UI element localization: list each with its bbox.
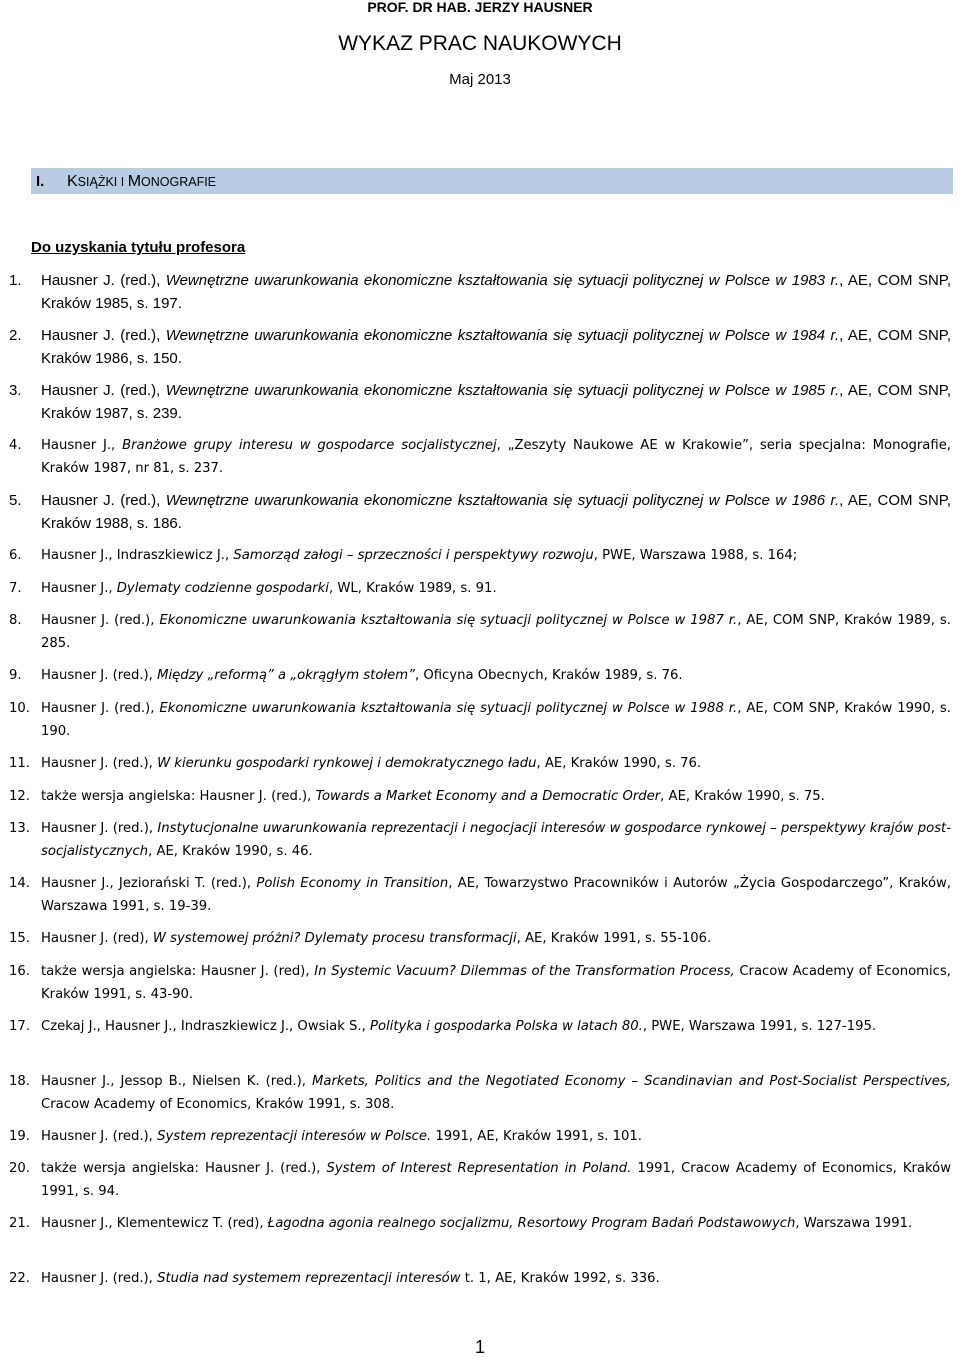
item-number: 22. (9, 1271, 30, 1286)
item-authors: także wersja angielska: Hausner J. (red), (41, 964, 315, 979)
item-number: 8. (9, 613, 22, 628)
item-number: 11. (9, 756, 30, 771)
list-item (9, 490, 952, 535)
item-title: Polish Economy in Transition (256, 876, 449, 891)
list-item (9, 578, 951, 601)
item-authors: Hausner J. (red.), (41, 701, 160, 716)
list-item (9, 1213, 951, 1236)
item-title: In Systemic Vacuum? Dilemmas of the Transformation Process, (314, 964, 735, 979)
item-number: 10. (9, 701, 30, 716)
item-number: 4. (9, 438, 22, 453)
item-details: , AE, COM SNP, Kraków 1986, s. 150. (41, 327, 952, 367)
item-title: Studia nad systemem reprezentacji interesów (157, 1271, 461, 1286)
subsection-heading: Do uzyskania tytułu profesora (31, 239, 246, 256)
item-number: 7. (9, 581, 22, 596)
item-number: 16. (9, 964, 30, 979)
item-title: W systemowej próżni? Dylematy procesu transformacji (152, 931, 517, 946)
item-authors: Hausner J. (red), (41, 931, 153, 946)
item-authors: Hausner J. (red.), (41, 327, 166, 344)
item-authors: Hausner J. (red.), (41, 492, 166, 509)
item-details: , Warszawa 1991. (795, 1216, 913, 1231)
item-number: 19. (9, 1129, 30, 1144)
item-authors: Hausner J., Indraszkiewicz J., (41, 548, 234, 563)
item-number: 3. (9, 382, 22, 399)
item-authors: Hausner J. (red.), (41, 756, 158, 771)
list-item (9, 753, 951, 776)
section-title-part: M (127, 173, 142, 190)
item-details: , „Zeszyty Naukowe AE w Krakowie”, seria specjalna: Monografie, Kraków 1987, nr 81, s. 237. (41, 438, 951, 476)
list-item (9, 380, 952, 425)
item-title: Łagodna agonia realnego socjalizmu, Resortowy Program Badań Podstawowych (267, 1216, 796, 1231)
item-title: Markets, Politics and the Negotiated Economy – Scandinavian and Post-Socialist Perspectives, (311, 1074, 951, 1089)
list-item (9, 270, 952, 315)
list-item (9, 818, 951, 863)
list-item (9, 1268, 951, 1291)
item-authors: Hausner J., Klementewicz T. (red), (41, 1216, 268, 1231)
item-title: Wewnętrzne uwarunkowania ekonomiczne kształtowania się sytuacji politycznej w Polsce w 1985 r. (165, 382, 840, 399)
list-item (9, 873, 952, 918)
item-title: System of Interest Representation in Poland. (326, 1161, 632, 1176)
item-details: , PWE, Warszawa 1991, s. 127-195. (642, 1019, 877, 1034)
item-title: Polityka i gospodarka Polska w latach 80. (370, 1019, 643, 1034)
item-details: , AE, COM SNP, Kraków 1990, s. 190. (41, 701, 951, 739)
item-authors: Hausner J. (red.), (41, 272, 166, 289)
section-number: I. (36, 173, 45, 190)
section-title-part: K (67, 173, 78, 190)
list-item (9, 786, 951, 809)
list-item (9, 435, 951, 480)
list-item (9, 545, 951, 568)
item-details: 1991, AE, Kraków 1991, s. 101. (431, 1129, 642, 1144)
list-item (9, 1016, 951, 1039)
item-authors: Hausner J. (red.), (41, 668, 158, 683)
item-number: 13. (9, 821, 30, 836)
item-authors: Hausner J., (41, 438, 123, 453)
item-details: , AE, Kraków 1990, s. 75. (660, 789, 825, 804)
item-authors: także wersja angielska: Hausner J. (red.), (41, 1161, 327, 1176)
item-number: 2. (9, 327, 22, 344)
document-title: WYKAZ PRAC NAUKOWYCH (338, 32, 622, 55)
item-details: , Oficyna Obecnych, Kraków 1989, s. 76. (414, 668, 683, 683)
item-number: 15. (9, 931, 30, 946)
item-details: , AE, Kraków 1991, s. 55-106. (516, 931, 712, 946)
item-number: 12. (9, 789, 30, 804)
item-authors: Hausner J. (red.), (41, 1271, 158, 1286)
item-title: Wewnętrzne uwarunkowania ekonomiczne kształtowania się sytuacji politycznej w Polsce w 1986 r. (165, 492, 840, 509)
list-item (9, 1071, 951, 1116)
page-number: 1 (474, 1337, 485, 1357)
item-details: , AE, Kraków 1990, s. 76. (536, 756, 702, 771)
item-authors: także wersja angielska: Hausner J. (red.), (41, 789, 316, 804)
section-title-part: ONOGRAFIE (141, 175, 217, 189)
item-number: 1. (9, 272, 22, 289)
item-number: 20. (9, 1161, 30, 1176)
list-item (9, 665, 951, 688)
item-number: 18. (9, 1074, 30, 1089)
item-title: Między „reformą” a „okrągłym stołem” (157, 668, 415, 683)
item-details: , AE, Towarzystwo Pracowników i Autorów „Życia Gospodarczego”, Kraków, Warszawa 1991, s. 19-39. (41, 876, 952, 914)
item-title: Wewnętrzne uwarunkowania ekonomiczne kształtowania się sytuacji politycznej w Polsce w 1984 r. (165, 327, 840, 344)
document-date: Maj 2013 (449, 71, 511, 88)
item-number: 21. (9, 1216, 30, 1231)
item-details: Cracow Academy of Economics, Kraków 1991, s. 308. (41, 1096, 395, 1112)
section-title-part: SIĄŻKI I (77, 175, 128, 189)
item-authors: Hausner J. (red.), (41, 821, 158, 836)
item-details: , AE, COM SNP, Kraków 1985, s. 197. (41, 272, 952, 312)
item-number: 17. (9, 1019, 30, 1034)
item-title: Instytucjonalne uwarunkowania reprezentacji i negocjacji interesów w gospodarce rynkowej – perspektywy krajów post-socjalistycznych (41, 821, 951, 859)
list-item (9, 961, 951, 1006)
list-item (9, 325, 952, 370)
list-item (9, 1158, 952, 1203)
item-details: , AE, Kraków 1990, s. 46. (148, 843, 313, 859)
item-title: Dylematy codzienne gospodarki (116, 581, 329, 596)
item-authors: Hausner J. (red.), (41, 613, 160, 628)
item-number: 5. (9, 492, 22, 509)
item-details: , WL, Kraków 1989, s. 91. (328, 581, 497, 596)
item-number: 14. (9, 876, 30, 891)
item-number: 6. (9, 548, 22, 563)
list-item (9, 610, 951, 655)
item-authors: Hausner J., (41, 581, 117, 596)
item-authors: Hausner J., Jeziorański T. (red.), (41, 876, 257, 891)
list-item (9, 1126, 951, 1149)
item-details: , AE, COM SNP, Kraków 1988, s. 186. (41, 492, 952, 532)
item-title: W kierunku gospodarki rynkowej i demokratycznego ładu (157, 756, 537, 771)
item-details: , AE, COM SNP, Kraków 1989, s. 285. (41, 613, 951, 651)
item-authors: Hausner J. (red.), (41, 382, 166, 399)
item-title: Samorząd załogi – sprzeczności i perspektywy rozwoju (233, 548, 594, 563)
list-item (9, 928, 951, 951)
author-name: PROF. DR HAB. JERZY HAUSNER (367, 0, 593, 15)
item-authors: Hausner J., Jessop B., Nielsen K. (red.), (41, 1074, 312, 1089)
list-item (9, 698, 951, 743)
item-authors: Czekaj J., Hausner J., Indraszkiewicz J., Owsiak S., (41, 1019, 370, 1034)
item-number: 9. (9, 668, 22, 683)
item-title: Branżowe grupy interesu w gospodarce socjalistycznej (122, 438, 497, 453)
item-title: Towards a Market Economy and a Democratic Order (315, 789, 661, 804)
item-title: Ekonomiczne uwarunkowania kształtowania się sytuacji politycznej w Polsce w 1987 r. (159, 613, 738, 628)
item-title: System reprezentacji interesów w Polsce. (157, 1129, 432, 1144)
item-details: , PWE, Warszawa 1988, s. 164; (593, 548, 798, 563)
item-authors: Hausner J. (red.), (41, 1129, 158, 1144)
item-details: , AE, COM SNP, Kraków 1987, s. 239. (41, 382, 952, 422)
item-title: Wewnętrzne uwarunkowania ekonomiczne kształtowania się sytuacji politycznej w Polsce w 1983 r. (165, 272, 840, 289)
item-details: t. 1, AE, Kraków 1992, s. 336. (460, 1271, 660, 1286)
item-details: 1991, Cracow Academy of Economics, Kraków 1991, s. 94. (41, 1161, 952, 1199)
item-title: Ekonomiczne uwarunkowania kształtowania się sytuacji politycznej w Polsce w 1988 r. (159, 701, 738, 716)
item-details: Cracow Academy of Economics, Kraków 1991, s. 43-90. (41, 964, 951, 1002)
